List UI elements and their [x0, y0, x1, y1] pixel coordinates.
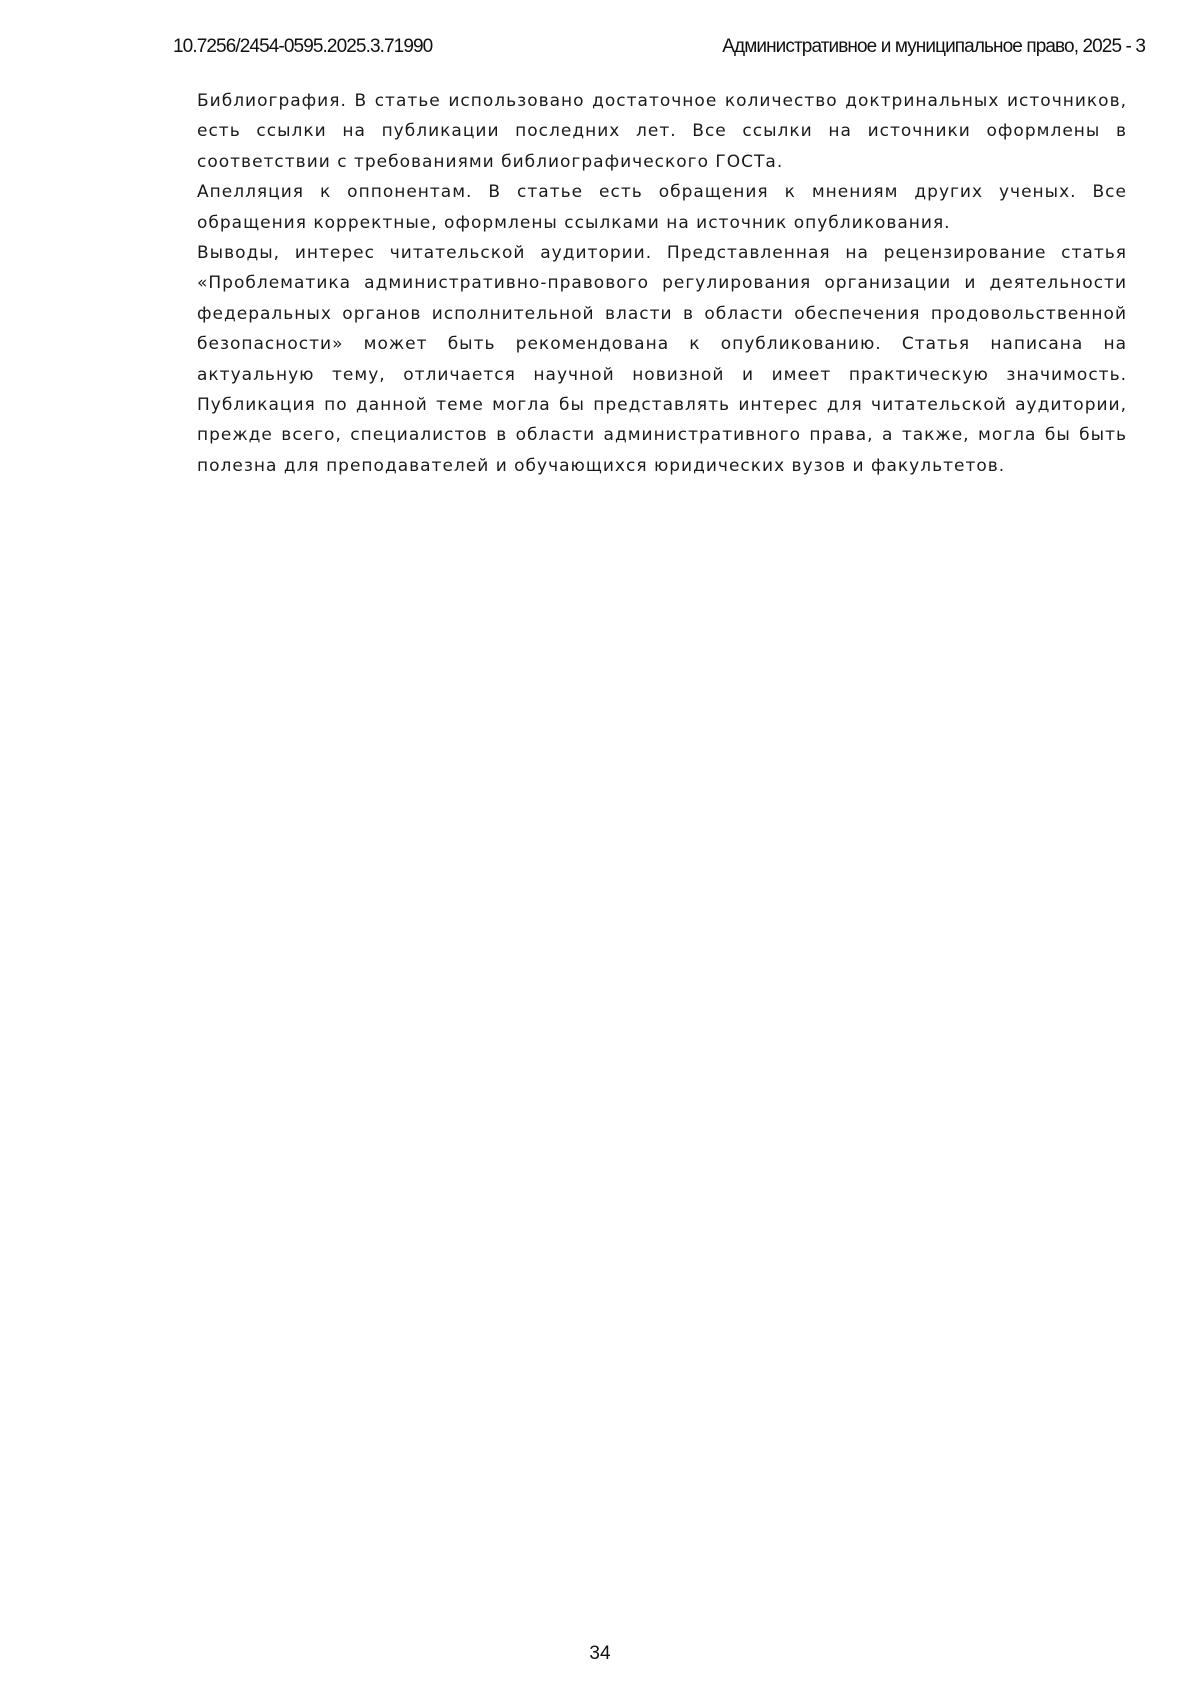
page-number: 34	[589, 1643, 611, 1664]
running-header	[173, 36, 1145, 62]
paragraph-conclusions: Выводы, интерес читательской аудитории. Представленная на рецензирование статья «Проблематика административно-правового регулирования организации и деятельности федеральных органов исполнительной власти в области обеспечения продовольственной безопасности» может быть рекомендована к опубликованию. Статья написана на актуальную тему, отличается научной новизной и имеет практическую значимость. Публикация по данной теме могла бы представлять интерес для читательской аудитории, прежде всего, специалистов в области административного права, а также, могла бы быть полезна для преподавателей и обучающихся юридических вузов и факультетов.	[197, 243, 1127, 476]
paragraph-bibliography: Библиография. В статье использовано достаточное количество доктринальных источников, есть ссылки на публикации последних лет. Все ссылки на источники оформлены в соответствии с требованиями библиографического ГОСТа.	[197, 91, 1127, 172]
paragraph-appeal-to-opponents: Апелляция к оппонентам. В статье есть обращения к мнениям других ученых. Все обращения корректные, оформлены ссылками на источник опубликования.	[197, 182, 1127, 233]
article-body	[197, 86, 1127, 481]
journal-title: Административное и муниципальное право, 2025 - 3	[722, 36, 1145, 57]
doi-label: 10.7256/2454-0595.2025.3.71990	[173, 36, 433, 57]
